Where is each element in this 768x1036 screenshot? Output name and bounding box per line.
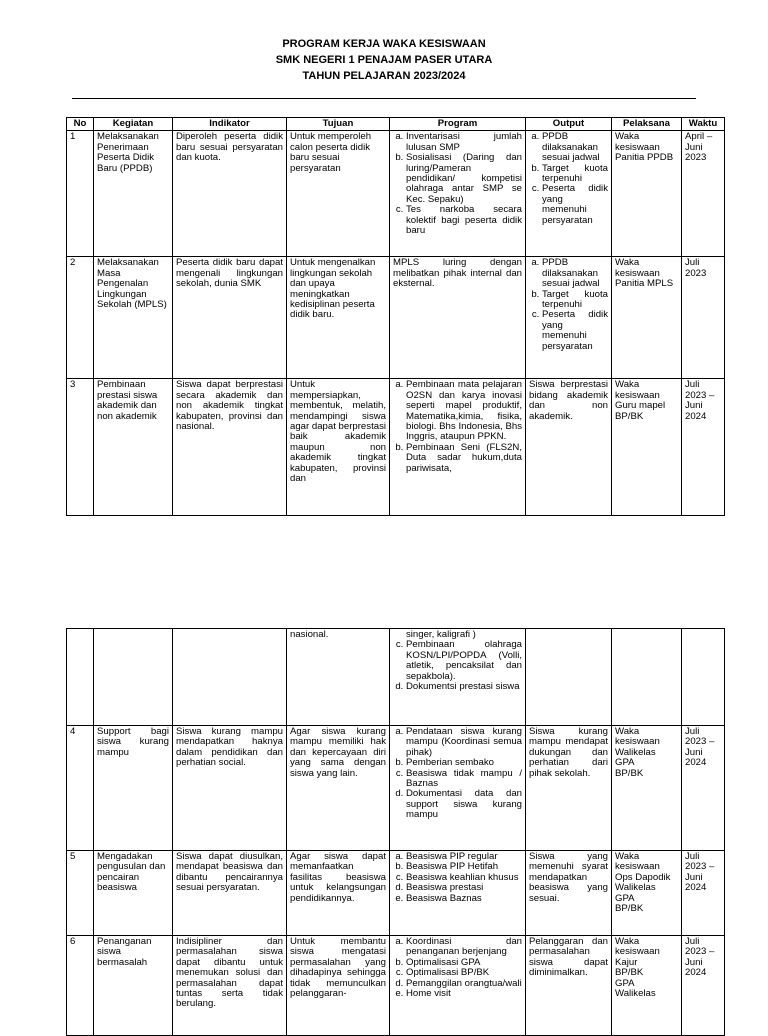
output-item: a. PPDB dilaksanakan sesuai jadwal: [542, 132, 608, 163]
waktu-cell: Juli 2023 – Juni 2024: [682, 936, 725, 1036]
output-cell: [526, 131, 612, 257]
col-header: Program: [390, 118, 526, 131]
program-cell: MPLS luring dengan melibatkan pihak internal dan eksternal.: [390, 257, 526, 379]
tujuan-cell: Agar siswa kurang mampu memiliki hak dan kepercayaan diri yang sama dengan siswa yang lain.: [287, 726, 390, 851]
tujuan-cell: Untuk mempersiapkan, membentuk, melatih, mendampingi siswa agar dapat berprestasi baik akademik maupun non akademik tingkat kabupaten, provinsi dan: [287, 379, 390, 516]
pelaksana-cell: [612, 629, 682, 726]
col-header: Tujuan: [287, 118, 390, 131]
doc-title: PROGRAM KERJA WAKA KESISWAAN: [282, 38, 486, 50]
table-row: [67, 379, 725, 516]
output-cell: Pelanggaran dan permasalahan siswa dapat diminimalkan.: [526, 936, 612, 1036]
waktu-cell: Juli 2023 – Juni 2024: [682, 726, 725, 851]
program-item: b. Pemberian sembako: [406, 758, 522, 768]
program-item: c. Pembinaan olahraga KOSN/LPI/POPDA (Volli, atletik, pencaksilat dan sepakbola).: [406, 640, 522, 682]
col-header: Waktu: [682, 118, 725, 131]
program-cell: [390, 629, 526, 726]
program-table-page-2: [66, 628, 725, 1036]
row-number: 2: [67, 257, 94, 379]
indikator-cell: Diperoleh peserta didik baru sesuai persyaratan dan kuota.: [173, 131, 287, 257]
program-table-page-1: [66, 117, 725, 516]
program-item: d. Pemanggilan orangtua/wali: [406, 979, 522, 989]
program-item: b. Optimalisasi GPA: [406, 958, 522, 968]
program-cell: [390, 726, 526, 851]
indikator-cell: Siswa kurang mampu mendapatkan haknya dalam pendidikan dan perhatian social.: [173, 726, 287, 851]
indikator-cell: Indisipliner dan permasalahan siswa dapat dibantu untuk menemukan solusi dan permasalahan dapat tuntas serta tidak berulang.: [173, 936, 287, 1036]
row-number: 3: [67, 379, 94, 516]
program-item: a. Pembinaan mata pelajaran O2SN dan karya inovasi seperti mapel produktif, Matematika,kimia, fisika, biologi. Bhs Indonesia, Bhs Inggris, ataupun PPKN.: [406, 380, 522, 442]
program-item: c. Beasiswa keahlian khusus: [406, 873, 522, 883]
table-row: [67, 257, 725, 379]
program-cell: [390, 936, 526, 1036]
school-name: SMK NEGERI 1 PENAJAM PASER UTARA: [275, 54, 493, 66]
program-item: b. Beasiswa PIP Hetifah: [406, 862, 522, 872]
tujuan-cell: Agar siswa dapat memanfaatkan fasilitas beasiswa untuk kelangsungan pendidikannya.: [287, 851, 390, 936]
program-item: a. Beasiswa PIP regular: [406, 852, 522, 862]
waktu-cell: [682, 629, 725, 726]
kegiatan-cell: Pembinaan prestasi siswa akademik dan non akademik: [94, 379, 173, 516]
program-item: a. Koordinasi dan penanganan berjenjang: [406, 937, 522, 958]
output-cell: [526, 257, 612, 379]
col-header: Kegiatan: [94, 118, 173, 131]
kegiatan-cell: Mengadakan pengusulan dan pencairan beasiswa: [94, 851, 173, 936]
program-item: d. Dokumentsi prestasi siswa: [406, 682, 522, 692]
waktu-cell: Juli 2023 – Juni 2024: [682, 851, 725, 936]
table-row: [67, 131, 725, 257]
kegiatan-cell: Penanganan siswa bermasalah: [94, 936, 173, 1036]
program-cell: [390, 379, 526, 516]
row-number: 4: [67, 726, 94, 851]
program-item: c. Tes narkoba secara kolektif bagi peserta didik baru: [406, 205, 522, 236]
col-header: Pelaksana: [612, 118, 682, 131]
output-cell: Siswa yang memenuhi syarat mendapatkan beasiswa yang sesuai.: [526, 851, 612, 936]
table-row: [67, 629, 725, 726]
program-item: b. Pembinaan Seni (FLS2N, Duta sadar hukum,duta pariwisata,: [406, 443, 522, 474]
program-item: e. Home visit: [406, 989, 522, 999]
table-row: [67, 726, 725, 851]
col-header: Indikator: [173, 118, 287, 131]
output-item: b. Target kuota terpenuhi: [542, 290, 608, 311]
table-header-row: [67, 118, 725, 131]
header-divider: [72, 98, 696, 99]
table-row: [67, 851, 725, 936]
tujuan-cell: Untuk memperoleh calon peserta didik baru sesuai persyaratan: [287, 131, 390, 257]
pelaksana-cell: Waka kesiswaan Kajur BP/BK GPA Walikelas: [612, 936, 682, 1036]
tujuan-cell: nasional.: [287, 629, 390, 726]
row-number: 6: [67, 936, 94, 1036]
indikator-cell: [173, 629, 287, 726]
program-item: a. Pendataan siswa kurang mampu (Koordinasi semua pihak): [406, 727, 522, 758]
tujuan-cell: Untuk mengenalkan lingkungan sekolah dan upaya meningkatkan kedisiplinan peserta didik baru.: [287, 257, 390, 379]
output-item: b. Target kuota terpenuhi: [542, 164, 608, 185]
pelaksana-cell: Waka kesiswaan Ops Dapodik Walikelas GPA BP/BK: [612, 851, 682, 936]
row-number: 1: [67, 131, 94, 257]
waktu-cell: April – Juni 2023: [682, 131, 725, 257]
output-item: c. Peserta didik yang memenuhi persyaratan: [542, 184, 608, 226]
waktu-cell: Juli 2023: [682, 257, 725, 379]
program-cell: [390, 131, 526, 257]
col-header: Output: [526, 118, 612, 131]
row-number: [67, 629, 94, 726]
program-item: d. Beasiswa prestasi: [406, 883, 522, 893]
program-item: c. Optimalisasi BP/BK: [406, 968, 522, 978]
pelaksana-cell: Waka kesiswaan Panitia PPDB: [612, 131, 682, 257]
kegiatan-cell: Support bagi siswa kurang mampu: [94, 726, 173, 851]
indikator-cell: Siswa dapat berprestasi secara akademik dan non akademik tingkat kabupaten, provinsi dan nasional.: [173, 379, 287, 516]
col-header: No: [67, 118, 94, 131]
program-item: d. Dokumentasi data dan support siswa kurang mampu: [406, 789, 522, 820]
pelaksana-cell: Waka kesiswaan Guru mapel BP/BK: [612, 379, 682, 516]
output-item: c. Peserta didik yang memenuhi persyaratan: [542, 310, 608, 352]
pelaksana-cell: Waka kesiswaan Panitia MPLS: [612, 257, 682, 379]
indikator-cell: Peserta didik baru dapat mengenali lingkungan sekolah, dunia SMK: [173, 257, 287, 379]
program-cell: [390, 851, 526, 936]
output-cell: Siswa berprestasi bidang akademik dan non akademik.: [526, 379, 612, 516]
kegiatan-cell: Melaksanakan Penerimaan Peserta Didik Baru (PPDB): [94, 131, 173, 257]
program-item: c. Beasiswa tidak mampu / Baznas: [406, 769, 522, 790]
pelaksana-cell: Waka kesiswaan Walikelas GPA BP/BK: [612, 726, 682, 851]
kegiatan-cell: Melaksanakan Masa Pengenalan Lingkungan Sekolah (MPLS): [94, 257, 173, 379]
output-cell: [526, 629, 612, 726]
waktu-cell: Juli 2023 – Juni 2024: [682, 379, 725, 516]
program-continuation: singer, kaligrafi ): [406, 629, 476, 640]
program-item: a. Inventarisasi jumlah lulusan SMP: [406, 132, 522, 153]
academic-year: TAHUN PELAJARAN 2023/2024: [302, 70, 466, 82]
tujuan-cell: Untuk membantu siswa mengatasi permasalahan yang dihadapinya sehingga tidak memunculkan pelanggaran-: [287, 936, 390, 1036]
table-row: [67, 936, 725, 1036]
program-item: e. Beasiswa Baznas: [406, 894, 522, 904]
kegiatan-cell: [94, 629, 173, 726]
output-cell: Siswa kurang mampu mendapat dukungan dan perhatian dari pihak sekolah.: [526, 726, 612, 851]
row-number: 5: [67, 851, 94, 936]
indikator-cell: Siswa dapat diusulkan, mendapat beasiswa dan dibantu pencairannya sesuai persyaratan.: [173, 851, 287, 936]
program-item: b. Sosialisasi (Daring dan luring/Pameran pendidikan/ kompetisi olahraga antar SMP se Kec. Sepaku): [406, 153, 522, 205]
output-item: a. PPDB dilaksanakan sesuai jadwal: [542, 258, 608, 289]
